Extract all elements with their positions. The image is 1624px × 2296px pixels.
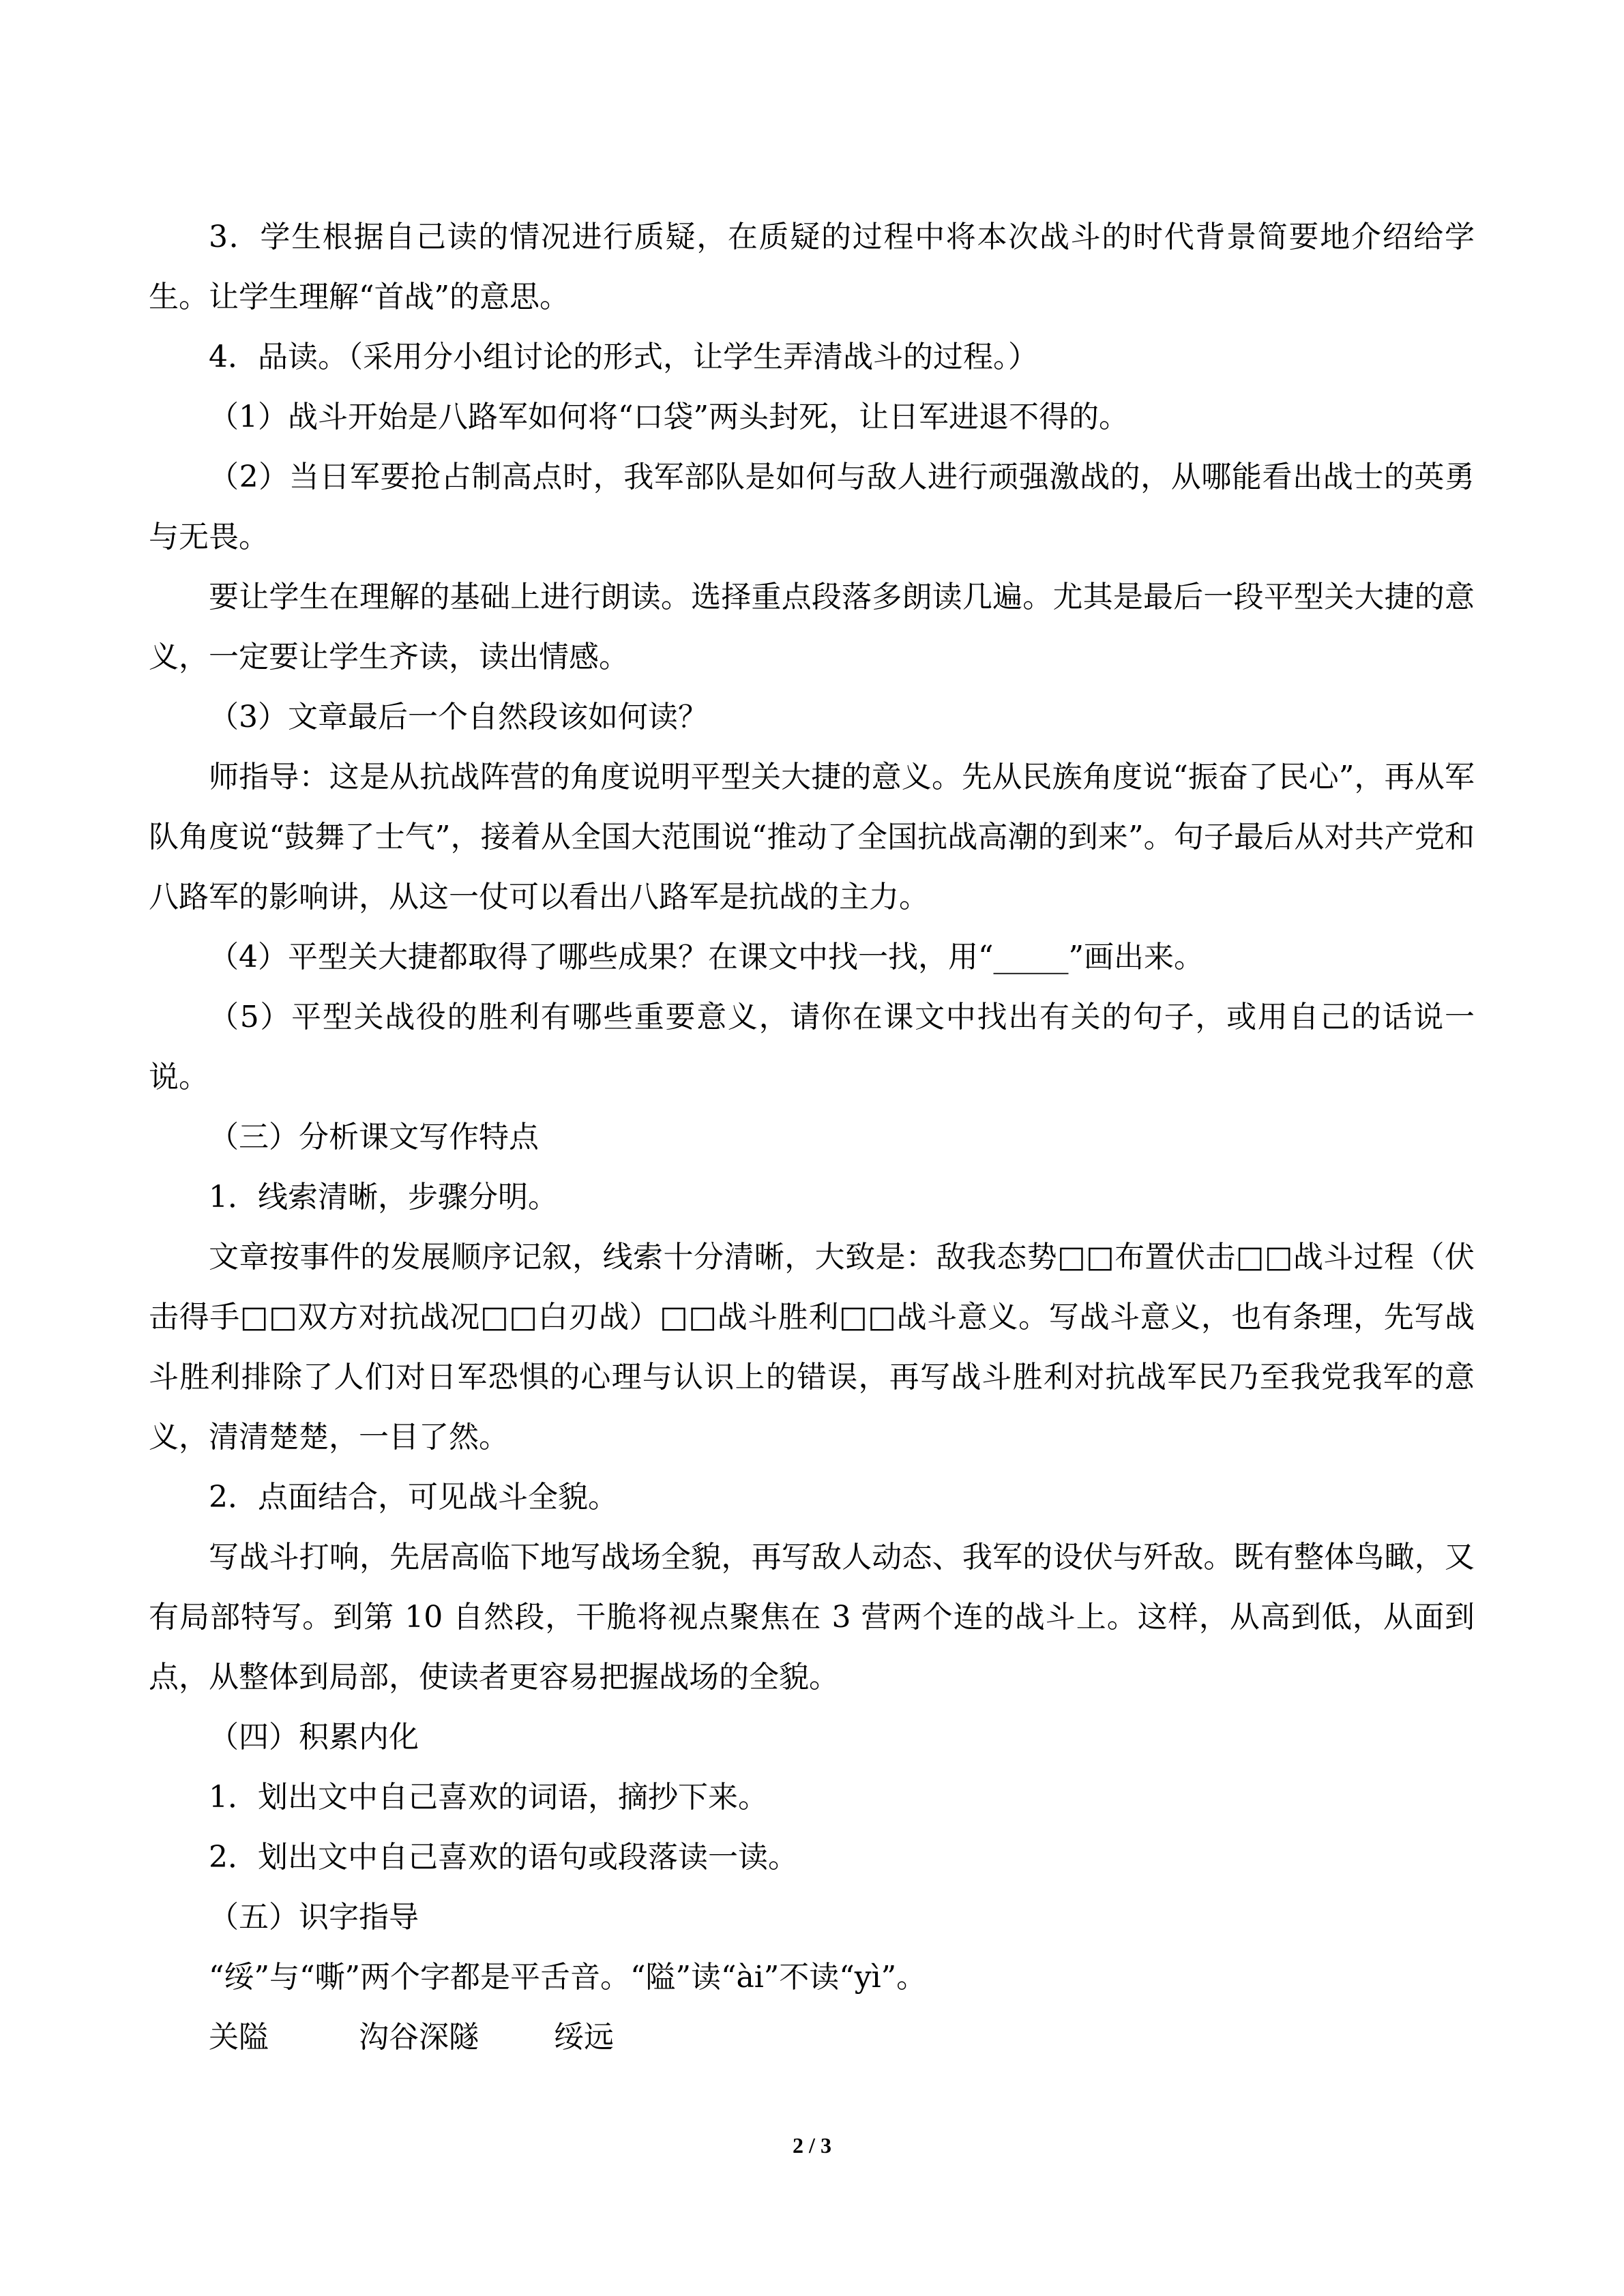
- section-heading-writing-features: （三）分析课文写作特点: [209, 1120, 539, 1154]
- paragraph-teacher-guidance: 师指导：这是从抗战阵营的角度说明平型关大捷的意义。先从民族角度说“振奋了民心”，再从军队角度说“鼓舞了士气”，接着从全国大范围说“推动了全国抗战高潮的到来”。句子最后从对共产党和八路军的影响讲，从这一仗可以看出八路军是抗战的主力。: [149, 760, 1475, 914]
- vocab-word: 沟谷深隧: [359, 2020, 479, 2055]
- feature-heading-2: 2．点面结合，可见战斗全貌。: [209, 1480, 618, 1515]
- accumulation-item-1: 1．划出文中自己喜欢的词语，摘抄下来。: [209, 1780, 768, 1815]
- paragraph-question-3: （3）文章最后一个自然段该如何读？: [209, 700, 708, 734]
- paragraph-question-4: （4）平型关大捷都取得了哪些成果？在课文中找一找，用“_____”画出来。: [209, 940, 1204, 974]
- paragraph-question-background: 3．学生根据自己读的情况进行质疑，在质疑的过程中将本次战斗的时代背景简要地介绍给学生。让学生理解“首战”的意思。: [149, 220, 1475, 314]
- section-heading-character-guidance: （五）识字指导: [209, 1900, 419, 1935]
- vocab-word: 关隘: [209, 2020, 269, 2055]
- paragraph-reading-guidance: 要让学生在理解的基础上进行朗读。选择重点段落多朗读几遍。尤其是最后一段平型关大捷的意义，一定要让学生齐读，读出情感。: [149, 580, 1475, 674]
- paragraph-feature-1: 文章按事件的发展顺序记叙，线索十分清晰，大致是：敌我态势□□布置伏击□□战斗过程（伏击得手□□双方对抗战况□□白刃战）□□战斗胜利□□战斗意义。写战斗意义，也有条理，先写战斗胜利排除了人们对日军恐惧的心理与认识上的错误，再写战斗胜利对抗战军民乃至我党我军的意义，清清楚楚，一目了然。: [149, 1240, 1475, 1455]
- page-number: 2 / 3: [793, 2133, 831, 2158]
- feature-heading-1: 1．线索清晰，步骤分明。: [209, 1180, 558, 1214]
- paragraph-question-2: （2）当日军要抢占制高点时，我军部队是如何与敌人进行顽强激战的，从哪能看出战士的英勇与无畏。: [149, 460, 1475, 554]
- vocab-word: 绥远: [554, 2020, 614, 2055]
- document-body: [149, 207, 1475, 2068]
- paragraph-question-5: （5）平型关战役的胜利有哪些重要意义，请你在课文中找出有关的句子，或用自己的话说一说。: [149, 1000, 1475, 1094]
- accumulation-item-2: 2．划出文中自己喜欢的语句或段落读一读。: [209, 1840, 798, 1875]
- paragraph-reading-step: 4．品读。（采用分小组讨论的形式，让学生弄清战斗的过程。）: [209, 340, 1038, 374]
- paragraph-question-1: （1）战斗开始是八路军如何将“口袋”两头封死，让日军进退不得的。: [209, 400, 1129, 434]
- section-heading-accumulation: （四）积累内化: [209, 1720, 419, 1755]
- paragraph-pronunciation: “绥”与“嘶”两个字都是平舌音。“隘”读“ài”不读“yì”。: [209, 1960, 927, 1995]
- vocabulary-list: [149, 2008, 1475, 2068]
- paragraph-feature-2: 写战斗打响，先居高临下地写战场全貌，再写敌人动态、我军的设伏与歼敌。既有整体鸟瞰，又有局部特写。到第 10 自然段，干脆将视点聚焦在 3 营两个连的战斗上。这样，从高到低，从面到点，从整体到局部，使读者更容易把握战场的全貌。: [149, 1540, 1475, 1695]
